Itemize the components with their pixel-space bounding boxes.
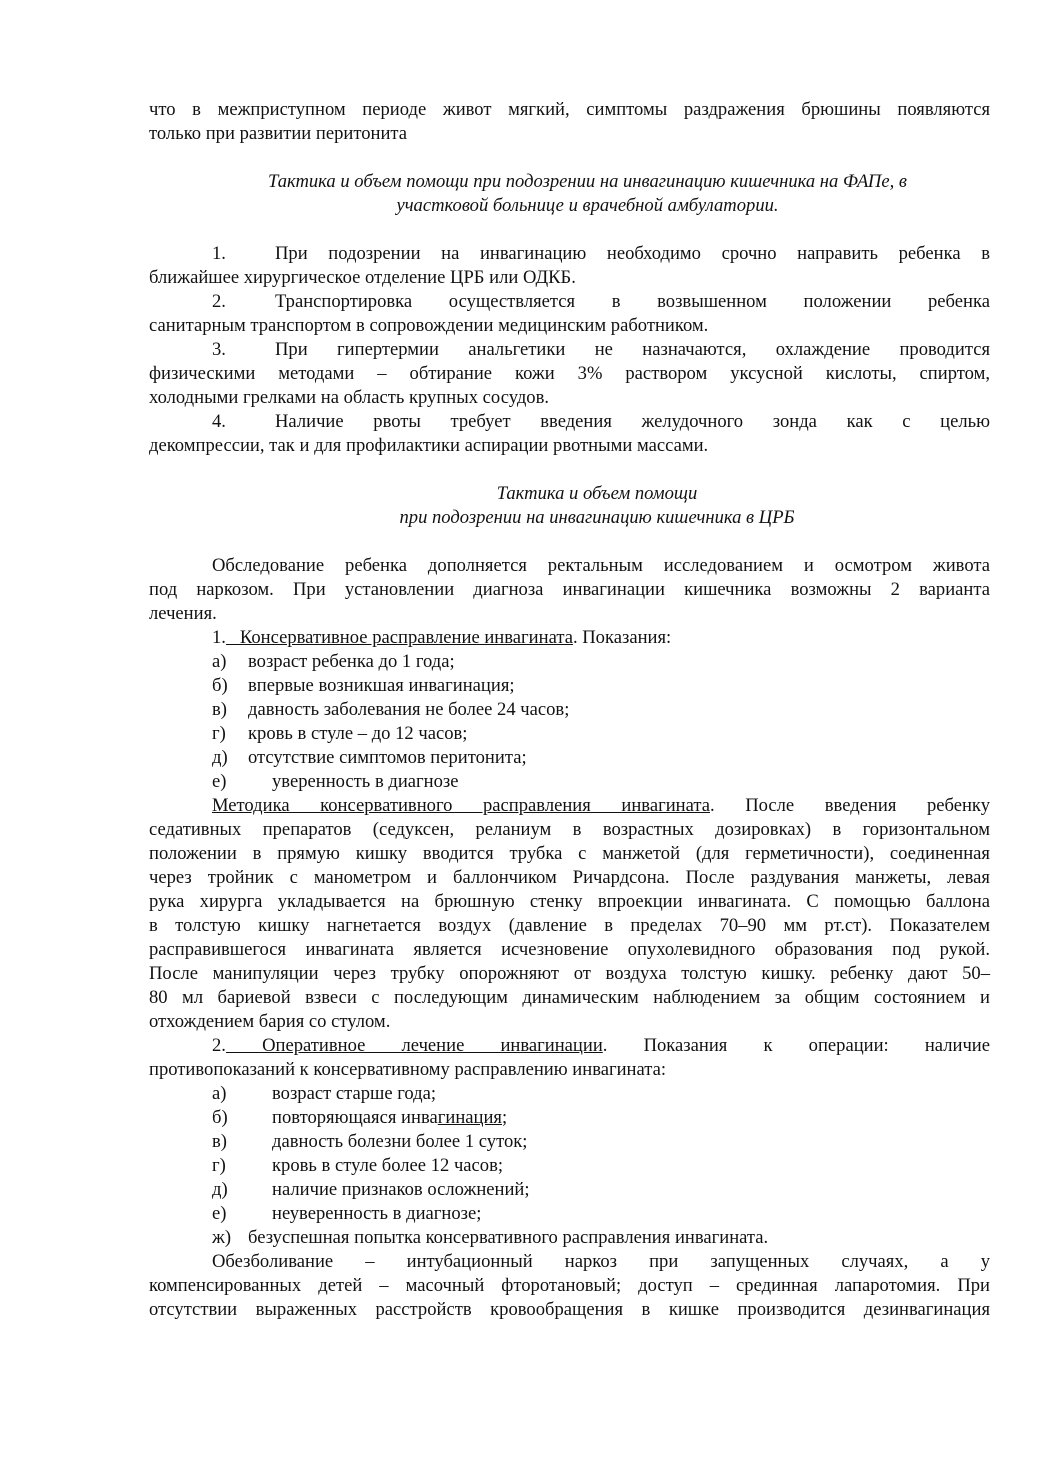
method-line: рука хирурга укладывается на брюшную стенку впроекции инвагината. С помощью баллона	[149, 891, 990, 912]
step-2	[149, 290, 990, 338]
step-text: Наличие рвоты требует введения желудочного зонда как с целью	[275, 411, 990, 432]
exam-line-3: лечения.	[149, 603, 217, 624]
indication-item	[149, 650, 990, 674]
exam-line-1: Обследование ребенка дополняется ректальным исследованием и осмотром живота	[212, 555, 990, 576]
indication-item	[149, 1202, 990, 1226]
step-text-cont: физическими методами – обтирание кожи 3% раствором уксусной кислоты, спиртом,	[149, 363, 990, 384]
method-line-1	[149, 794, 990, 818]
operative-title: Оперативное лечение инвагинации	[225, 1035, 603, 1056]
conservative-number: 1.	[212, 627, 226, 648]
indication-item	[149, 1178, 990, 1202]
step-text-cont: ближайшее хирургическое отделение ЦРБ или ОДКБ.	[149, 267, 576, 288]
anesthesia-line-1: Обезболивание – интубационный наркоз при запущенных случаях, а у	[212, 1251, 990, 1272]
step-number: 1.	[212, 243, 226, 264]
item-letter: в)	[212, 1131, 227, 1152]
item-text: безуспешная попытка консервативного расправления инвагината.	[248, 1227, 769, 1248]
step-text-cont: холодными грелками на область крупных сосудов.	[149, 387, 550, 408]
conservative-title: Консервативное расправление инвагината	[225, 627, 573, 648]
method-line: расправившегося инвагината является исчезновение опухолевидного образования под рукой.	[149, 939, 990, 960]
item-text: давность болезни более 1 суток;	[272, 1131, 528, 1152]
intro-line-2: только при развитии перитонита	[149, 123, 408, 144]
indication-item	[149, 1082, 990, 1106]
method-line: через тройник с манометром и баллончиком Ричардсона. После раздувания манжеты, левая	[149, 867, 990, 888]
method-line: седативных препаратов (седуксен, реланиум в возрастных дозировках) в горизонтальном	[149, 819, 990, 840]
item-letter: д)	[212, 1179, 228, 1200]
indication-item	[149, 1226, 990, 1250]
method-paragraph	[149, 794, 990, 1034]
method-title: Методика консервативного расправления инвагината	[212, 795, 710, 816]
indication-item	[149, 698, 990, 722]
indication-item	[149, 746, 990, 770]
step-number: 2.	[212, 291, 226, 312]
step-number: 4.	[212, 411, 226, 432]
item-text: уверенность в диагнозе	[272, 771, 459, 792]
step-4	[149, 410, 990, 458]
method-line: в толстую кишку нагнетается воздух (давление в пределах 70–90 мм рт.ст). Показателем	[149, 915, 990, 936]
item-letter: г)	[212, 723, 226, 744]
method-first-after: . После введения ребенку	[709, 795, 990, 816]
conservative-after: . Показания:	[572, 627, 672, 648]
item-text: отсутствие симптомов перитонита;	[248, 747, 527, 768]
item-letter: г)	[212, 1155, 226, 1176]
exam-paragraph	[149, 554, 990, 626]
indication-item	[149, 1106, 990, 1130]
exam-line-2: под наркозом. При установлении диагноза инвагинации кишечника возможны 2 варианта	[149, 579, 990, 600]
heading-line-2: участковой больнице и врачебной амбулатории.	[396, 195, 779, 216]
item-letter: е)	[212, 771, 227, 792]
operative-after: . Показания к операции: наличие	[602, 1035, 990, 1056]
anesthesia-line-2: компенсированных детей – масочный фторотановый; доступ – срединная лапаротомия. При	[149, 1275, 990, 1296]
item-letter: б)	[212, 1107, 228, 1128]
indication-item	[149, 722, 990, 746]
item-text: кровь в стуле более 12 часов;	[272, 1155, 504, 1176]
item-text	[272, 1106, 507, 1130]
item-letter: а)	[212, 1083, 227, 1104]
step-text: Транспортировка осуществляется в возвышенном положении ребенка	[275, 291, 990, 312]
item-text: кровь в стуле – до 12 часов;	[248, 723, 468, 744]
method-line: 80 мл бариевой взвеси с последующим динамическим наблюдением за общим состоянием и	[149, 987, 990, 1008]
item-text: неуверенность в диагнозе;	[272, 1203, 482, 1224]
intro-line-1: что в межприступном периоде живот мягкий, симптомы раздражения брюшины появляются	[149, 99, 990, 120]
item-letter: д)	[212, 747, 228, 768]
method-line: После манипуляции через трубку опорожняют от воздуха толстую кишку. ребенку дают 50–	[149, 963, 990, 984]
indication-item	[149, 674, 990, 698]
step-1	[149, 242, 990, 290]
step-3	[149, 338, 990, 410]
item-text: возраст старше года;	[272, 1083, 437, 1104]
item-text-part: повторяющаяся инва	[272, 1107, 438, 1128]
indication-item	[149, 770, 990, 794]
indication-item	[149, 1154, 990, 1178]
step-text: При гипертермии анальгетики не назначаются, охлаждение проводится	[275, 339, 990, 360]
item-letter: а)	[212, 651, 227, 672]
item-text: давность заболевания не более 24 часов;	[248, 699, 570, 720]
method-line: положении в прямую кишку вводится трубка с манжетой (для герметичности), соединенная	[149, 843, 990, 864]
operative-line-2: противопоказаний к консервативному расправлению инвагината:	[149, 1059, 667, 1080]
operative-number: 2.	[212, 1035, 226, 1056]
item-letter: в)	[212, 699, 227, 720]
section-heading-fap	[149, 170, 990, 218]
step-number: 3.	[212, 339, 226, 360]
step-text: При подозрении на инвагинацию необходимо срочно направить ребенка в	[275, 243, 990, 264]
method-line-last: отхождением бария со стулом.	[149, 1011, 391, 1032]
conservative-heading	[149, 626, 990, 650]
step-text-cont: декомпрессии, так и для профилактики аспирации рвотными массами.	[149, 435, 709, 456]
anesthesia-paragraph	[149, 1250, 990, 1322]
item-text: возраст ребенка до 1 года;	[248, 651, 455, 672]
item-text: впервые возникшая инвагинация;	[248, 675, 515, 696]
document-page	[149, 98, 990, 1322]
operative-section	[149, 1034, 990, 1250]
item-letter: б)	[212, 675, 228, 696]
item-letter: ж)	[212, 1227, 232, 1248]
fap-steps-list	[149, 242, 990, 458]
heading-line-1: Тактика и объем помощи	[496, 483, 698, 504]
item-text-underlined: гинация	[437, 1107, 502, 1128]
conservative-section	[149, 626, 990, 794]
item-text-end: ;	[501, 1107, 508, 1128]
step-text-cont: санитарным транспортом в сопровождении медицинским работником.	[149, 315, 709, 336]
operative-heading	[149, 1034, 990, 1058]
item-text: наличие признаков осложнений;	[272, 1179, 530, 1200]
indication-item	[149, 1130, 990, 1154]
heading-line-2: при подозрении на инвагинацию кишечника в ЦРБ	[399, 507, 795, 528]
section-heading-crb	[149, 482, 990, 530]
anesthesia-line-3: отсутствии выраженных расстройств кровообращения в кишке производится дезинвагинация	[149, 1299, 990, 1320]
heading-line-1: Тактика и объем помощи при подозрении на инвагинацию кишечника на ФАПе, в	[268, 171, 907, 192]
item-letter: е)	[212, 1203, 227, 1224]
